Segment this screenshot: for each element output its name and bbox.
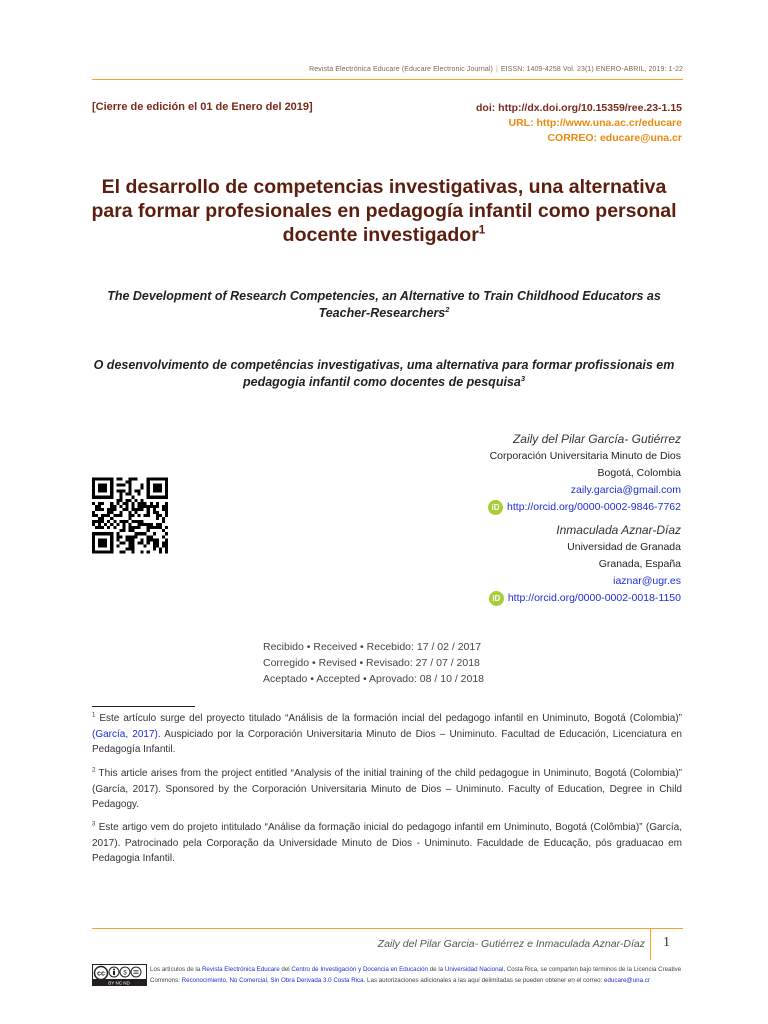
university-link[interactable]: Universidad Nacional (444, 966, 504, 973)
license-text-part: Las autorizaciones adicionales a las aquí delimitadas se pueden obtener en el correo: (367, 977, 603, 984)
title-portuguese-text: O desenvolvimento de competências investigativas, uma alternativa para formar profissionais em pedagogia infantil como docentes de pesquisa (93, 358, 675, 389)
footnote-rule (92, 706, 195, 707)
title-english-text: The Development of Research Competencies, an Alternative to Train Childhood Educators as Teacher-Researchers (107, 289, 661, 320)
cc-label: cc (97, 970, 105, 978)
edition-close-date: [Cierre de edición el 01 de Enero del 2019] (92, 101, 313, 113)
author-orcid-link[interactable]: http://orcid.org/0000-0002-9846-7762 (507, 501, 681, 513)
footnote-number: 2 (92, 767, 96, 774)
license-text-part: Los artículos de la (150, 966, 201, 973)
date-revised: Corregido • Revised • Revisado: 27 / 07 / 2018 (263, 657, 480, 669)
cc-sub-label: BY NC ND (108, 980, 130, 986)
page-number: 1 (663, 935, 670, 950)
license-text-part: de la (429, 966, 444, 973)
author-name: Inmaculada Aznar-Díaz (556, 523, 681, 537)
citation-link[interactable]: (García, 2017). (92, 728, 161, 740)
author-orcid-link[interactable]: http://orcid.org/0000-0002-0018-1150 (507, 592, 681, 604)
license-text (150, 964, 690, 986)
footnote-ref-3[interactable]: 3 (520, 373, 525, 383)
journal-url[interactable]: URL: http://www.una.ac.cr/educare (508, 117, 682, 129)
title-spanish-text: El desarrollo de competencias investigativas, una alternativa para formar profesionales en pedagogía infantil como personal docente investigador (91, 176, 677, 246)
issn: EISSN: 1409-4258 Vol. 23(1) ENERO-ABRIL, 2019: 1-22 (500, 66, 683, 73)
footnote-2 (92, 766, 682, 813)
license-link[interactable]: Reconocimiento, No Comercial, Sin Obra Derivada 3.0 Costa Rica. (181, 977, 366, 984)
doi-block (476, 101, 682, 146)
author-1 (488, 431, 681, 516)
journal-header: Revista Electrónica Educare (Educare Electronic Journal) | EISSN: 1409-4258 Vol. 23(1) ENERO-ABRIL, 2019: 1-22 (309, 66, 683, 73)
date-accepted: Aceptado • Accepted • Aprovado: 08 / 10 / 2018 (263, 673, 485, 685)
footnote-text: This article arises from the project entitled “Analysis of the initial training of the child pedagogue in Uniminuto, Bogotá (Colombia)” (García, 2017). Sponsored by the Corporación Universitaria Minuto de Dios – Uniminuto. Faculty of Education, Degree in Child Pedagogy. (92, 768, 682, 810)
footnote-number: 3 (92, 821, 96, 828)
footnote-text: Este artigo vem do projeto intitulado “Análise da formação inicial do pedagogo infantil em Uniminuto, Bogotá (Colômbia)” (García, 2017). Patrocinado pela Corporação da Universidade Minuto de Dios - Uniminuto. Faculdade de Educação, pós graduacao em Pedagogia Infantil. (92, 822, 683, 864)
journal-name: Revista Electrónica Educare (Educare Electronic Journal) (309, 66, 493, 73)
orcid-icon: iD (489, 591, 504, 606)
doi-link[interactable]: doi: http://dx.doi.org/10.15359/ree.23-1.15 (476, 102, 682, 114)
license-text-part: del (281, 966, 290, 973)
author-location: Granada, España (598, 558, 681, 570)
qr-code-icon[interactable] (92, 477, 168, 554)
journal-link[interactable]: Revista Electrónica Educare (201, 966, 280, 973)
title-portuguese (80, 357, 688, 391)
title-spanish (80, 175, 688, 247)
submission-dates (263, 639, 484, 687)
research-center-link[interactable]: Centro de Investigación y Docencia en Educación (291, 966, 428, 973)
footer-divider (650, 928, 651, 960)
date-received: Recibido • Received • Recebido: 17 / 02 / 2017 (263, 641, 482, 653)
license-text-part: , Costa Rica, se comparten bajo términos de la Licencia Creative Commons: (150, 966, 682, 984)
author-name: Zaily del Pilar García- Gutiérrez (512, 432, 681, 446)
footnote-number: 1 (92, 712, 96, 719)
creative-commons-license-icon[interactable] (92, 964, 147, 986)
author-2 (489, 522, 681, 607)
svg-text:$: $ (123, 970, 127, 977)
footnote-ref-1[interactable]: 1 (478, 223, 486, 237)
footnote-ref-2[interactable]: 2 (445, 304, 450, 314)
footnote-text: Este artículo surge del proyecto titulado “Análisis de la formación incial del pedagogo infantil en Uniminuto, Bogotá (Colombia)” (99, 713, 682, 724)
author-email[interactable]: iaznar@ugr.es (613, 575, 681, 587)
author-institution: Universidad de Granada (567, 541, 681, 553)
footnote-1 (92, 711, 682, 758)
author-location: Bogotá, Colombia (597, 467, 681, 479)
license-email-link[interactable]: educare@una.cr (604, 977, 650, 984)
author-email[interactable]: zaily.garcia@gmail.com (570, 484, 681, 496)
author-institution: Corporación Universitaria Minuto de Dios (489, 450, 681, 462)
journal-email[interactable]: CORREO: educare@una.cr (547, 132, 682, 144)
footnote-3 (92, 820, 682, 867)
header-rule (92, 79, 683, 80)
footer-rule (92, 928, 683, 929)
title-english (80, 288, 688, 322)
footnote-text: Auspiciado por la Corporación Universitaria Minuto de Dios – Uniminuto. Facultad de Educación, Licenciatura en Pedagogía Infantil. (92, 728, 682, 755)
orcid-icon: iD (488, 500, 503, 515)
footer-authors: Zaily del Pilar Garcia- Gutiérrez e Inmaculada Aznar-Díaz (377, 938, 645, 950)
